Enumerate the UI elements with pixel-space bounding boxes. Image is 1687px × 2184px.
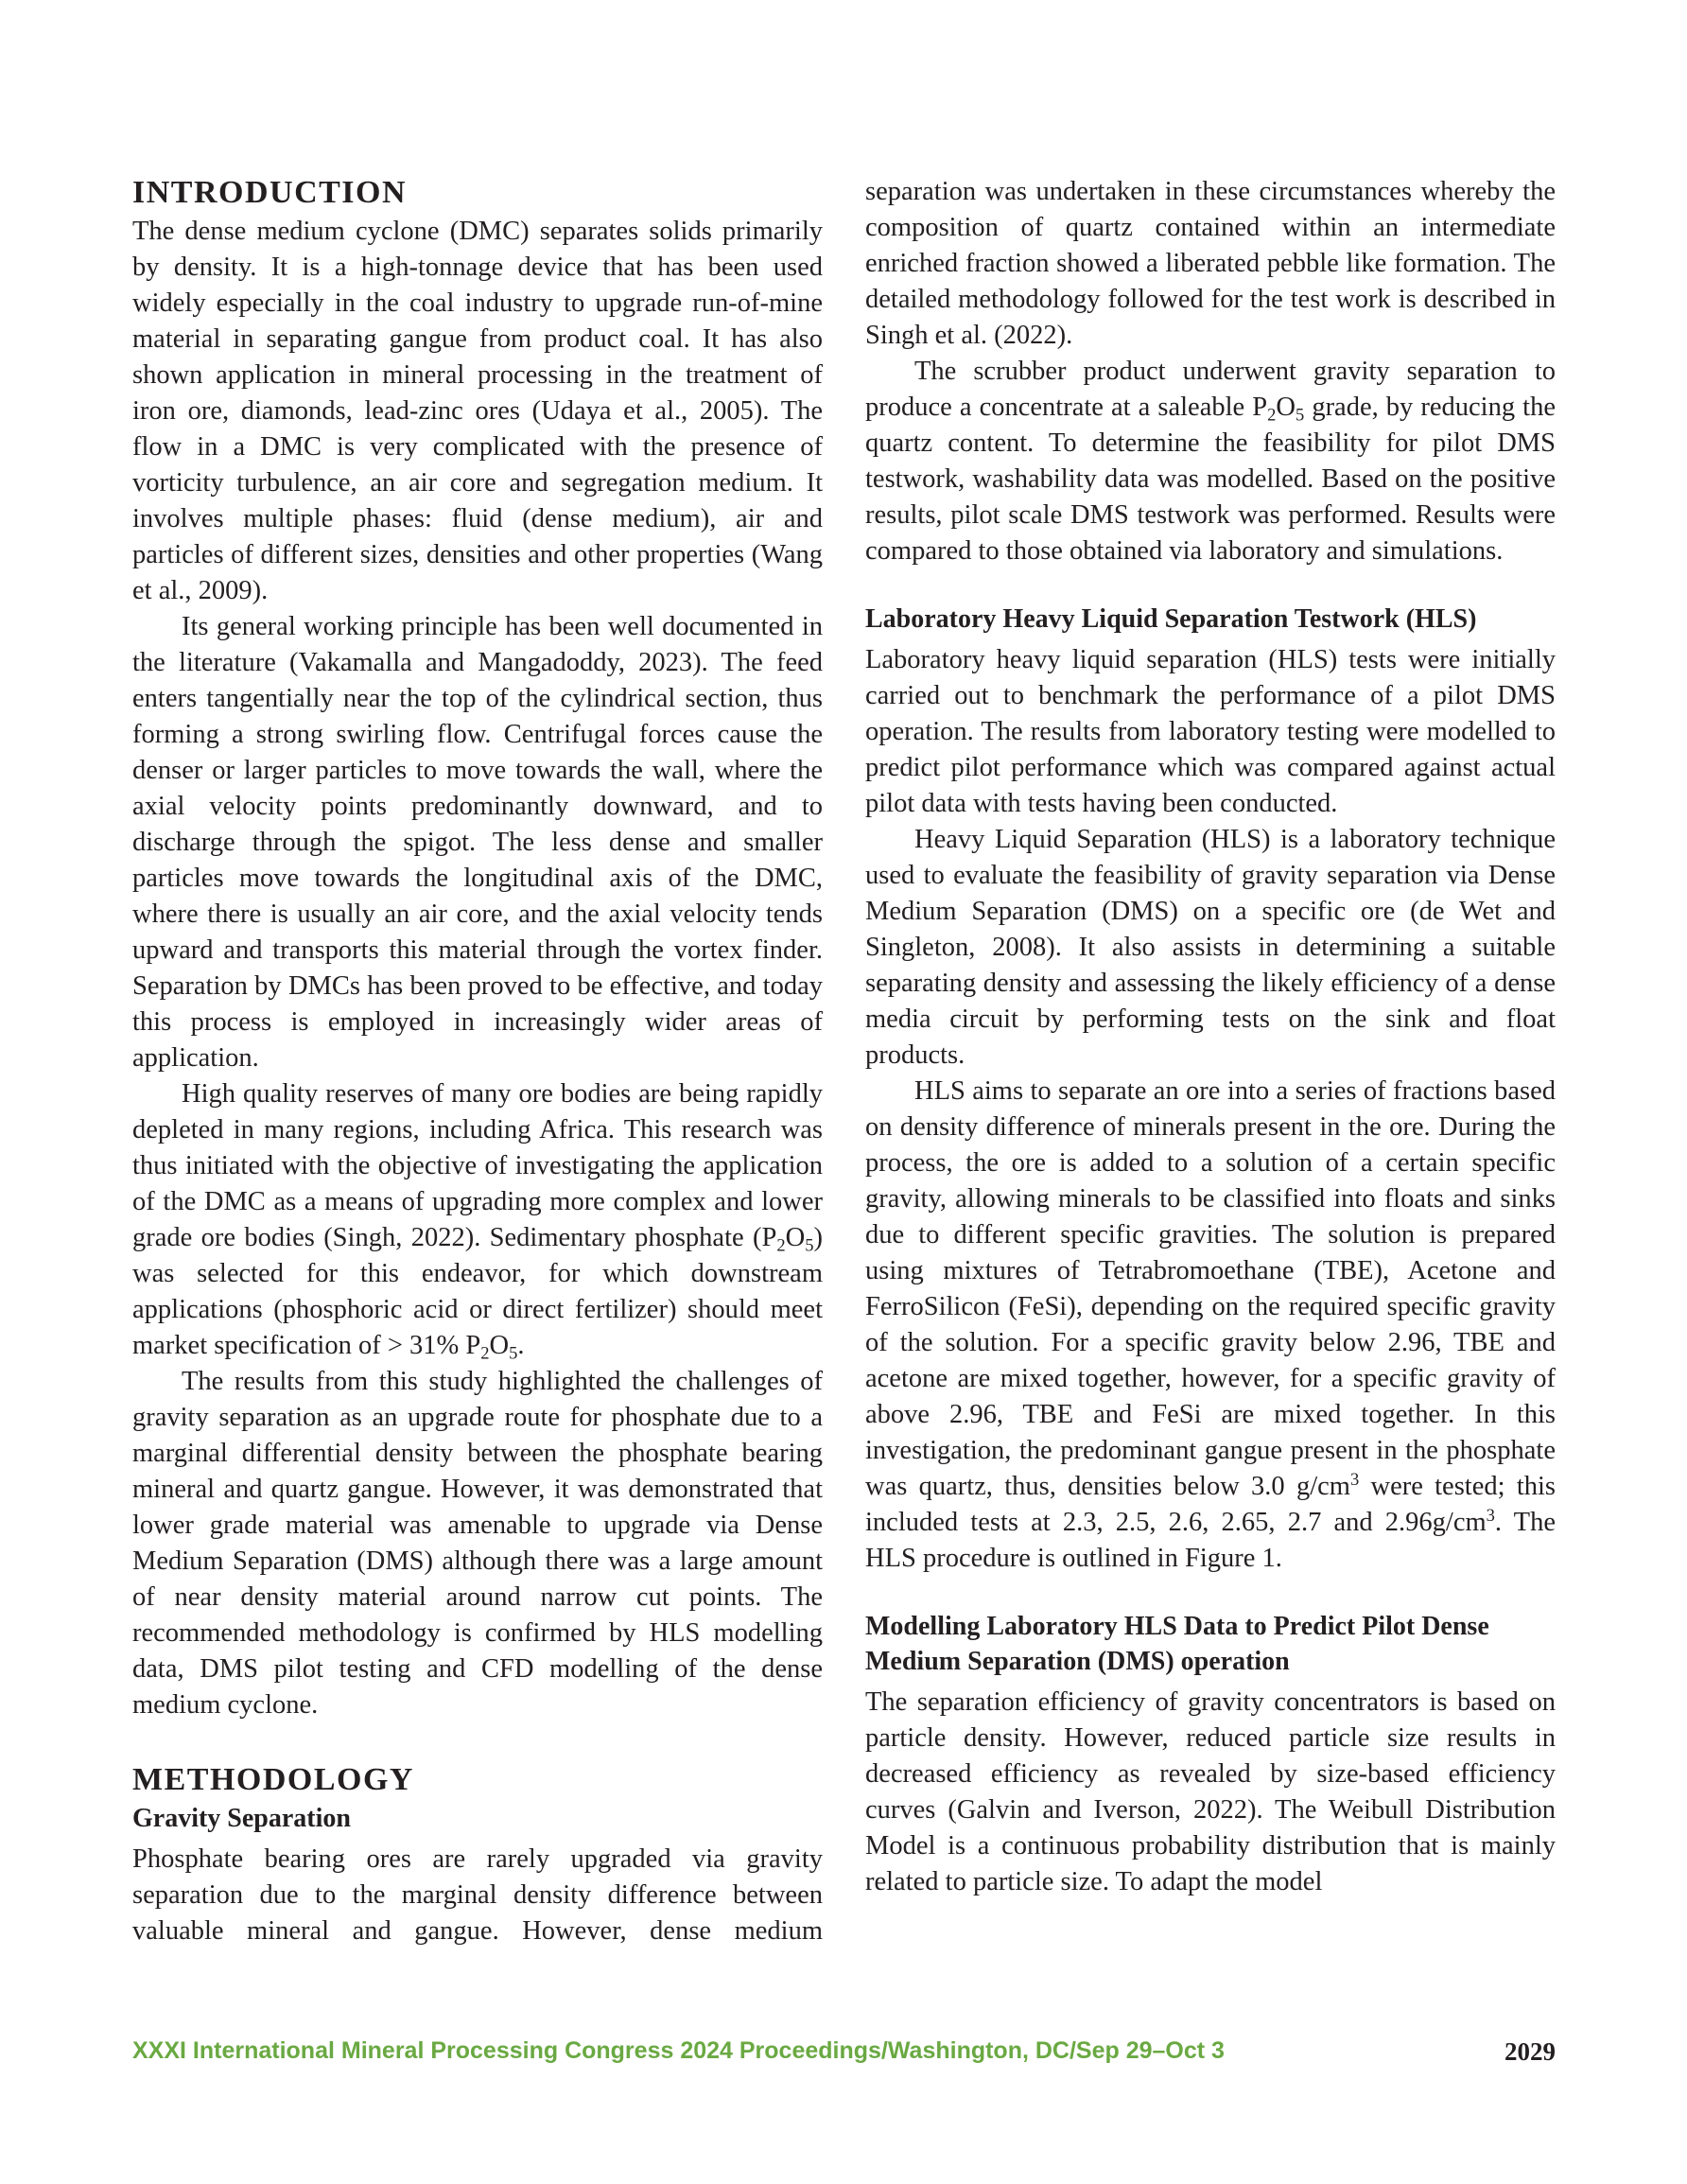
hls-paragraph-1: Laboratory heavy liquid separation (HLS) tests were initially carried out to benchmark the performance of a pilot DMS operation. The results from laboratory testing were modelled to predict pilot performance which was compared against actual pilot data with tests having been conducted. [865, 645, 1556, 818]
intro-paragraph-1: The dense medium cyclone (DMC) separates solids primarily by density. It is a high-tonnage device that has been used widely especially in the coal industry to upgrade run-of-mine material in separating gangue from product coal. It has also shown application in mineral processing in the treatment of iron ore, diamonds, lead-zinc ores (Udaya et al., 2005). The flow in a DMC is very complicated with the presence of vorticity turbulence, an air core and segregation medium. It involves multiple phases: fluid (dense medium), air and particles of different sizes, densities and other properties (Wang et al., 2009). [132, 217, 823, 605]
hls-heading: Laboratory Heavy Liquid Separation Testwork (HLS) [865, 604, 1477, 634]
hls-paragraph-2: Heavy Liquid Separation (HLS) is a laboratory technique used to evaluate the feasibility of gravity separation via Dense Medium Separation (DMS) on a specific ore (de Wet and Singleton, 2008). It also assists in determining a suitable separating density and assessing the likely efficiency of a dense media circuit by performing tests on the sink and float products. [865, 825, 1556, 1070]
right-column [865, 174, 1556, 1900]
gravity-separation-heading: Gravity Separation [132, 1804, 351, 1833]
introduction-heading: INTRODUCTION [132, 175, 408, 210]
page-footer [132, 2037, 1556, 2070]
intro-paragraph-4: The results from this study highlighted the challenges of gravity separation as an upgrade route for phosphate due to a marginal differential density between the phosphate bearing mineral and quartz gangue. However, it was demonstrated that lower grade material was amenable to upgrade via Dense Medium Separation (DMS) although there was a large amount of near density material around narrow cut points. The recommended methodology is confirmed by HLS modelling data, DMS pilot testing and CFD modelling of the dense medium cyclone. [132, 1367, 823, 1720]
gravity-paragraph-2: The scrubber product underwent gravity separation to produce a concentrate at a saleable $P_2O_5$ grade, by reducing the quartz content. To determine the feasibility for pilot DMS testwork, washability data was modelled. Based on the positive results, pilot scale DMS testwork was performed. Results were compared to those obtained via laboratory and simulations. [865, 357, 1557, 566]
gravity-paragraph-1-continued: separation was undertaken in these circumstances whereby the composition of quartz contained within an intermediate enriched fraction showed a liberated pebble like formation. The detailed methodology followed for the test work is described in Singh et al. (2022). [865, 177, 1556, 350]
methodology-heading: METHODOLOGY [132, 1762, 414, 1797]
left-column [132, 174, 823, 1949]
footer-text: XXXI International Mineral Processing Congress 2024 Proceedings/Washington, DC/Sep 29–Oct 3 [132, 2037, 1225, 2064]
page-number: 2029 [1504, 2037, 1556, 2066]
hls-paragraph-3: HLS aims to separate an ore into a series of fractions based on density difference of minerals present in the ore. During the process, the ore is added to a solution of a certain specific gravity, allowing minerals to be classified into floats and sinks due to different specific gravities. The solution is prepared using mixtures of Tetrabromoethane (TBE), Acetone and FerroSilicon (FeSi), depending on the required specific gravity of the solution. For a specific gravity below 2.96, TBE and acetone are mixed together, however, for a specific gravity of above 2.96, TBE and FeSi are mixed together. In this investigation, the predominant gangue present in the phosphate was quartz, thus, densities below 3.0 $g/cm^3$ were tested; this included tests at 2.3, 2.5, 2.6, 2.65, 2.7 and $2.96g/cm^3$. The HLS procedure is outlined in Figure 1. [865, 1076, 1556, 1573]
gravity-paragraph-1: Phosphate bearing ores are rarely upgraded via gravity separation due to the marginal density difference between valuable mineral and gangue. However, dense medium [132, 1844, 823, 1946]
modelling-heading: Modelling Laboratory HLS Data to Predict Pilot Dense Medium Separation (DMS) operation [865, 1612, 1489, 1676]
intro-paragraph-2: Its general working principle has been well documented in the literature (Vakamalla and Mangadoddy, 2023). The feed enters tangentially near the top of the cylindrical section, thus forming a strong swirling flow. Centrifugal forces cause the denser or larger particles to move towards the wall, where the axial velocity points predominantly downward, and to discharge through the spigot. The less dense and smaller particles move towards the longitudinal axis of the DMC, where there is usually an air core, and the axial velocity tends upward and transports this material through the vortex finder. Separation by DMCs has been proved to be effective, and today this process is employed in increasingly wider areas of application. [132, 612, 823, 1073]
modelling-paragraph-1: The separation efficiency of gravity concentrators is based on particle density. However, reduced particle size results in decreased efficiency as revealed by size-based efficiency curves (Galvin and Iverson, 2022). The Weibull Distribution Model is a continuous probability distribution that is mainly related to particle size. To adapt the model [865, 1687, 1556, 1896]
intro-paragraph-3: High quality reserves of many ore bodies are being rapidly depleted in many regions, including Africa. This research was thus initiated with the objective of investigating the application of the DMC as a means of upgrading more complex and lower grade ore bodies (Singh, 2022). Sedimentary phosphate $(P_2O_5)$ was selected for this endeavor, for which downstream applications (phosphoric acid or direct fertilizer) should meet market specification of > 31% $P_2O_5$. [132, 1079, 823, 1364]
